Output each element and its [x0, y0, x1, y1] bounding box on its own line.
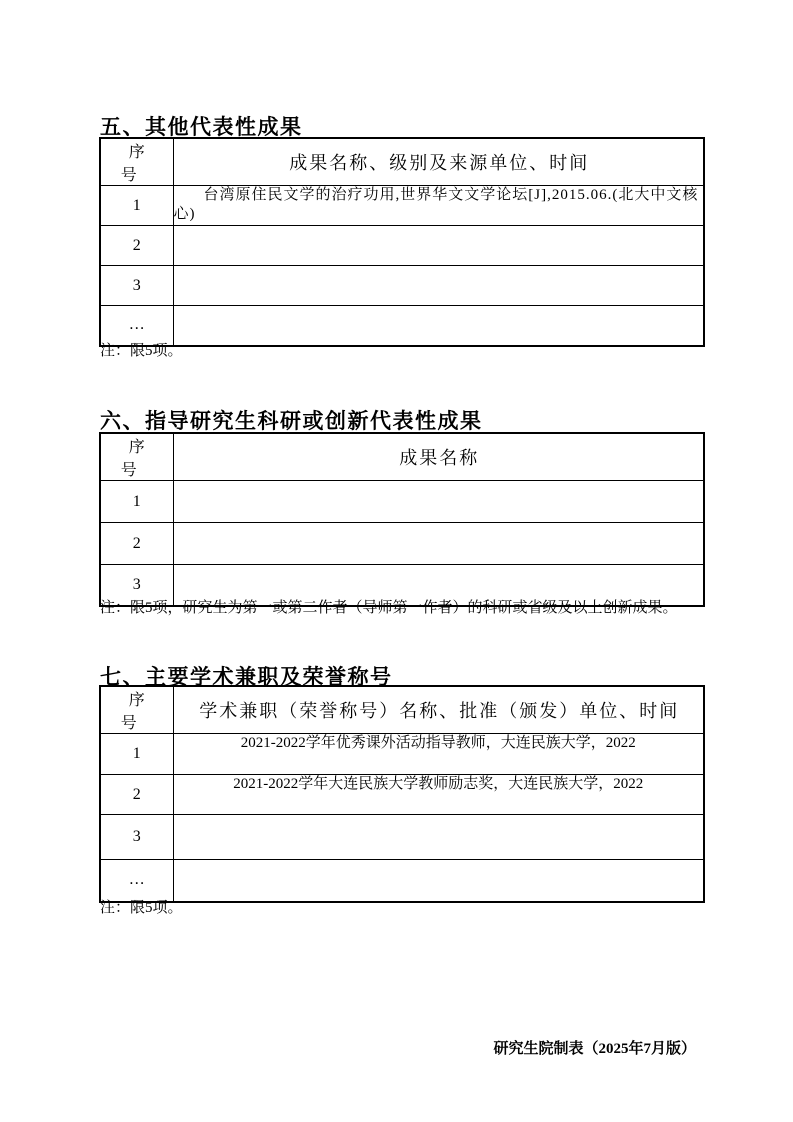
section-7-note: 注：限5项。: [100, 900, 183, 916]
row-number-cell: 2: [100, 775, 173, 815]
table-row: [100, 186, 704, 226]
row-number-cell: 2: [100, 523, 173, 565]
table-row: [100, 523, 704, 565]
table-row: [100, 734, 704, 775]
row-number-cell: 1: [100, 186, 173, 226]
section-6-table: [99, 432, 705, 607]
section-6-title: 六、指导研究生科研或创新代表性成果: [100, 410, 483, 434]
header-no-cell: 序号: [100, 686, 173, 734]
row-number-cell: …: [100, 306, 173, 346]
section-5-title: 五、其他代表性成果: [100, 116, 303, 140]
table-row: [100, 481, 704, 523]
row-number-cell: 3: [100, 266, 173, 306]
row-content-cell: [173, 815, 704, 860]
row-content-cell: [173, 523, 704, 565]
header-content-cell: 成果名称: [173, 433, 704, 481]
table-row-ellipsis: [100, 860, 704, 902]
table-row: [100, 775, 704, 815]
row-number-cell: 3: [100, 565, 173, 606]
row-content-cell: [173, 266, 704, 306]
table-row: [100, 815, 704, 860]
section-6-note: 注：限5项，研究生为第一或第二作者（导师第一作者）的科研或省级及以上创新成果。: [100, 600, 678, 616]
row-content-cell: [173, 481, 704, 523]
row-number-cell: 2: [100, 226, 173, 266]
header-content-cell: 成果名称、级别及来源单位、时间: [173, 138, 704, 186]
table-row-ellipsis: [100, 306, 704, 346]
row-content-cell: 2021-2022学年优秀课外活动指导教师，大连民族大学，2022: [173, 734, 704, 775]
row-number-cell: 1: [100, 734, 173, 775]
table-row: [100, 266, 704, 306]
table-row: [100, 226, 704, 266]
section-7-table: [99, 685, 705, 903]
section-5-note: 注：限5项。: [100, 343, 183, 359]
section-5-table: [99, 137, 705, 347]
row-content-cell: [173, 860, 704, 902]
document-footer: 研究生院制表（2025年7月版）: [493, 1041, 696, 1057]
section-7-title: 七、主要学术兼职及荣誉称号: [100, 666, 393, 690]
row-content-cell: 台湾原住民文学的治疗功用,世界华文文学论坛[J],2015.06.(北大中文核心): [173, 186, 704, 226]
header-no-cell: 序号: [100, 433, 173, 481]
header-no-cell: 序号: [100, 138, 173, 186]
header-content-cell: 学术兼职（荣誉称号）名称、批准（颁发）单位、时间: [173, 686, 704, 734]
table-header-row: [100, 138, 704, 186]
row-content-cell: [173, 306, 704, 346]
row-content-cell: [173, 226, 704, 266]
table-header-row: [100, 686, 704, 734]
row-number-cell: 3: [100, 815, 173, 860]
row-number-cell: 1: [100, 481, 173, 523]
row-content-cell: 2021-2022学年大连民族大学教师励志奖，大连民族大学，2022: [173, 775, 704, 815]
row-number-cell: …: [100, 860, 173, 902]
table-header-row: [100, 433, 704, 481]
